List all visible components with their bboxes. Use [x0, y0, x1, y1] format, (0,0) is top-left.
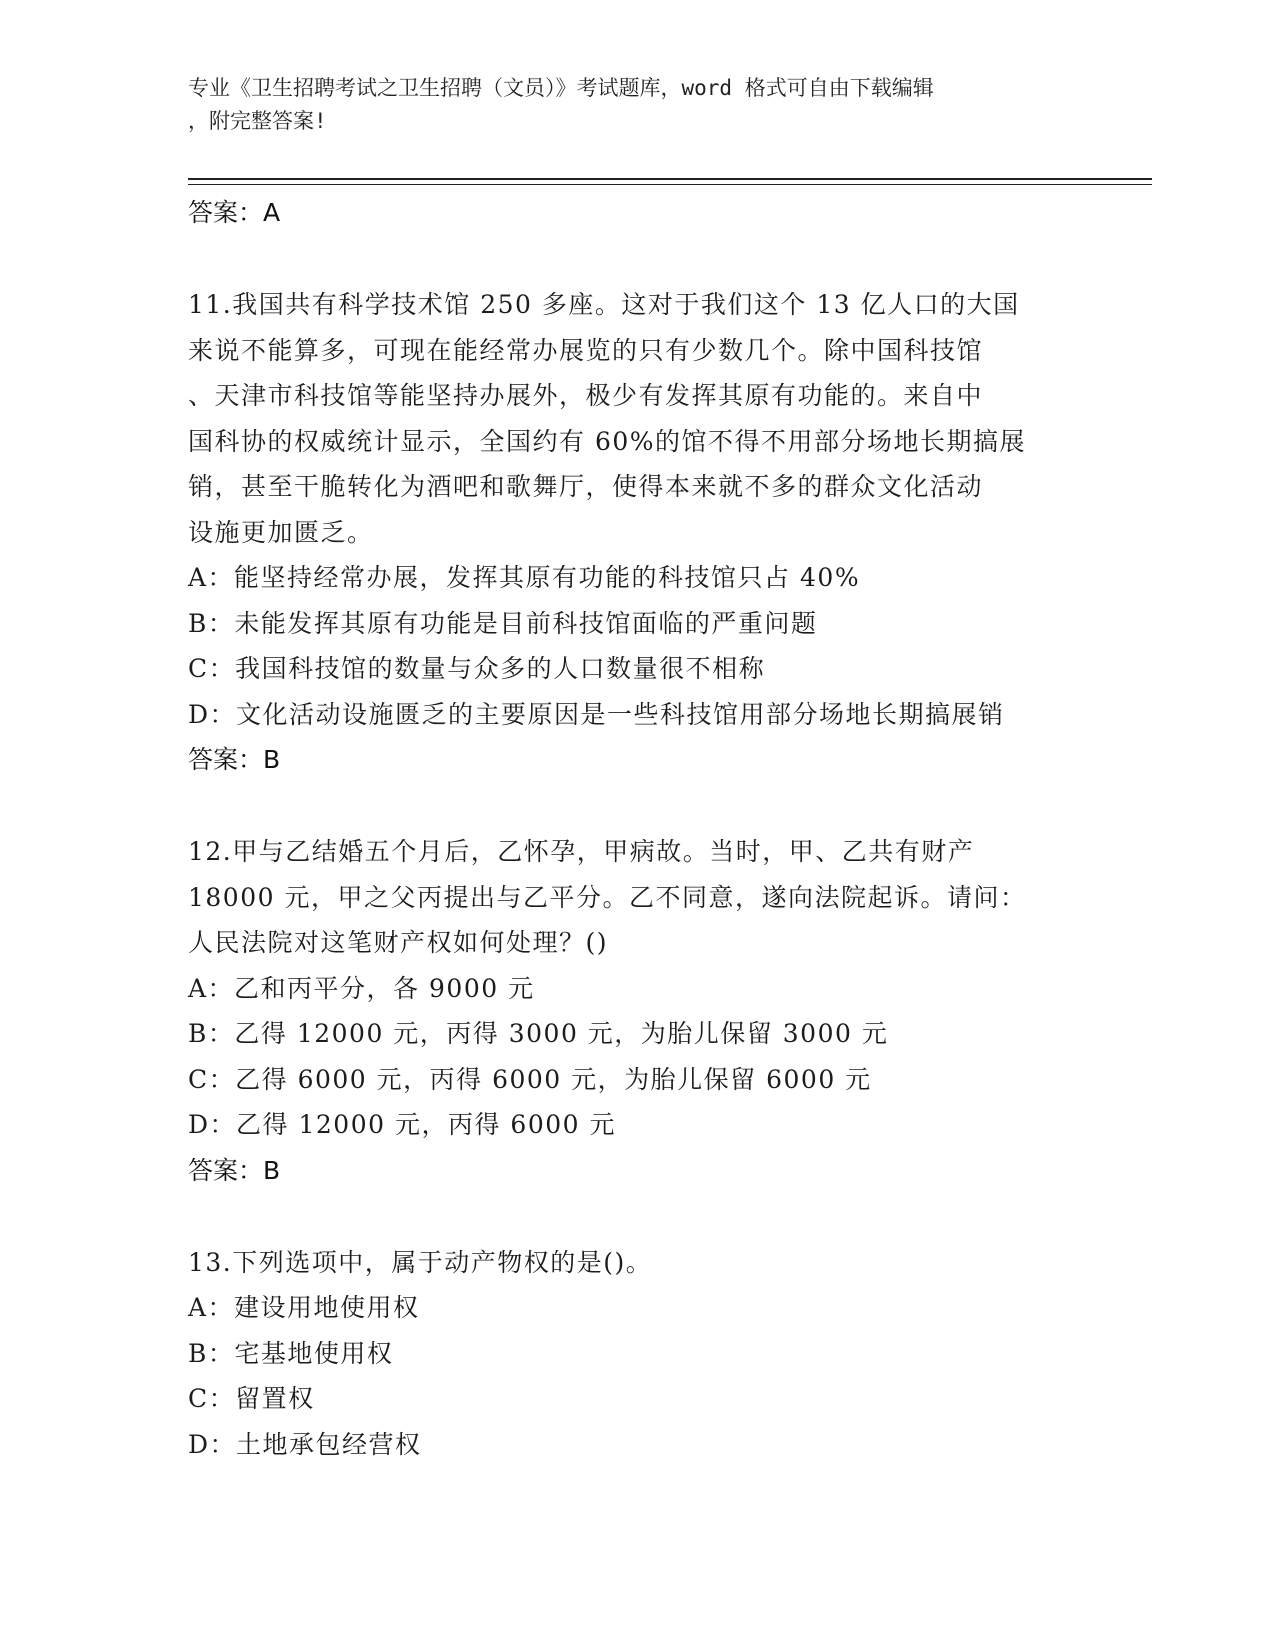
- header-divider-thin: [188, 184, 1152, 185]
- option-b: B：未能发挥其原有功能是目前科技馆面临的严重问题: [188, 608, 818, 638]
- document-header: [188, 72, 1088, 138]
- question-13: [188, 1240, 1088, 1468]
- answer-label: 答案：B: [188, 1155, 281, 1185]
- option-c: C：我国科技馆的数量与众多的人口数量很不相称: [188, 654, 766, 683]
- document-body: [188, 190, 1088, 1467]
- option-d: D：土地承包经营权: [188, 1429, 422, 1459]
- stem-line: 来说不能算多，可现在能经常办展览的只有少数几个。除中国科技馆: [188, 335, 984, 365]
- option-a: A：能坚持经常办展，发挥其原有功能的科技馆只占 40%: [188, 563, 861, 592]
- stem-line: 人民法院对这笔财产权如何处理？(): [188, 928, 609, 957]
- question-11: [188, 282, 1088, 783]
- stem-line: 18000 元，甲之父丙提出与乙平分。乙不同意，遂向法院起诉。请问：: [188, 882, 1027, 912]
- answer-label: 答案：A: [188, 198, 281, 227]
- stem-line: 国科协的权威统计显示，全国约有 60%的馆不得不用部分场地长期搞展: [188, 426, 1027, 456]
- header-divider: [188, 178, 1152, 180]
- header-line: 专业《卫生招聘考试之卫生招聘（文员）》考试题库，word 格式可自由下载编辑: [188, 76, 934, 100]
- stem-line: 销，甚至干脆转化为酒吧和歌舞厅，使得本来就不多的群众文化活动: [188, 472, 984, 501]
- option-b: B：宅基地使用权: [188, 1338, 394, 1368]
- stem-line: 、天津市科技馆等能坚持办展外，极少有发挥其原有功能的。来自中: [188, 381, 984, 410]
- stem-line: 13.下列选项中，属于动产物权的是()。: [188, 1247, 653, 1277]
- option-c: C：乙得 6000 元，丙得 6000 元，为胎儿保留 6000 元: [188, 1064, 872, 1094]
- question-stem: [188, 1240, 1088, 1286]
- option-b: B：乙得 12000 元，丙得 3000 元，为胎儿保留 3000 元: [188, 1019, 889, 1048]
- option-a: A：乙和丙平分，各 9000 元: [188, 973, 535, 1003]
- answer-label: 答案：B: [188, 745, 281, 774]
- option-d: D：乙得 12000 元，丙得 6000 元: [188, 1110, 616, 1139]
- question-stem: [188, 282, 1088, 555]
- option-c: C：留置权: [188, 1384, 315, 1413]
- stem-line: 11.我国共有科学技术馆 250 多座。这对于我们这个 13 亿人口的大国: [188, 290, 1020, 319]
- stem-line: 设施更加匮乏。: [188, 517, 374, 547]
- stem-line: 12.甲与乙结婚五个月后，乙怀孕，甲病故。当时，甲、乙共有财产: [188, 837, 975, 866]
- header-line: ，附完整答案!: [188, 109, 327, 133]
- question-12: [188, 829, 1088, 1194]
- option-d: D：文化活动设施匮乏的主要原因是一些科技馆用部分场地长期搞展销: [188, 699, 1005, 729]
- option-a: A：建设用地使用权: [188, 1293, 420, 1322]
- question-stem: [188, 829, 1088, 966]
